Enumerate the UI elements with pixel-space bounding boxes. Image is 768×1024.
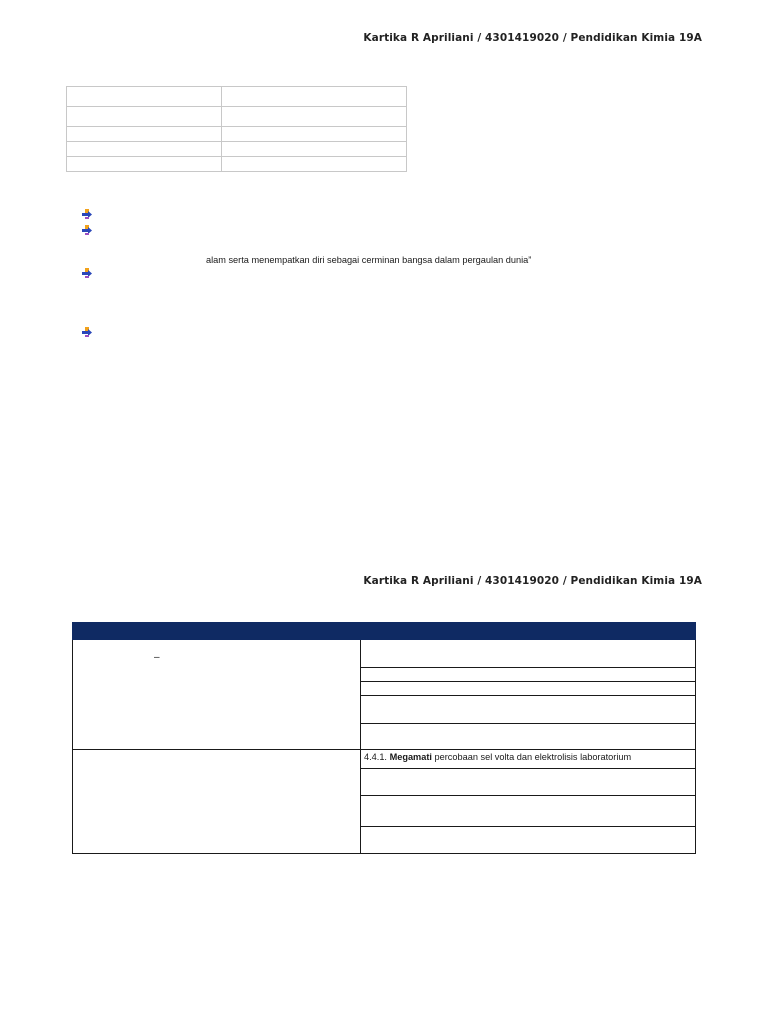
- table-header-cell: [73, 623, 361, 640]
- table-cell: [67, 107, 222, 127]
- table-row: [67, 157, 407, 172]
- competency-table: [72, 622, 696, 854]
- page-header: [363, 32, 702, 44]
- kd-dash: –: [154, 652, 160, 663]
- indicator-cell: [361, 827, 696, 854]
- indicator-cell: [361, 724, 696, 750]
- bullet-arrow-icon: [82, 327, 92, 337]
- indicator-cell: [361, 640, 696, 668]
- table-cell: [67, 87, 222, 107]
- kd-cell: [73, 640, 361, 750]
- indicator-rest: percobaan sel volta dan elektrolisis laboratorium: [434, 752, 632, 762]
- table-cell: [222, 157, 407, 172]
- table-cell: [67, 157, 222, 172]
- indicator-cell: [361, 682, 696, 696]
- bullet-arrow-icon: [82, 225, 92, 235]
- indicator-verb: Megamati: [389, 752, 432, 762]
- table-cell: [67, 142, 222, 157]
- indicator-number: 4.4.1.: [364, 752, 387, 762]
- author-line: Kartika R Apriliani / 4301419020 / Pendidikan Kimia 19A: [363, 32, 702, 44]
- table-cell: [67, 127, 222, 142]
- indicator-cell: [361, 668, 696, 682]
- table-cell: [222, 87, 407, 107]
- bullet-arrow-icon: [82, 209, 92, 219]
- table-cell: [222, 107, 407, 127]
- table-cell: [222, 127, 407, 142]
- table-header-cell: [361, 623, 696, 640]
- table-row: [73, 750, 696, 769]
- table-row: [67, 87, 407, 107]
- page-header: [363, 575, 702, 587]
- indicator-cell: [361, 769, 696, 796]
- table-cell: [222, 142, 407, 157]
- identity-table: [66, 86, 407, 172]
- author-line: Kartika R Apriliani / 4301419020 / Pendidikan Kimia 19A: [363, 575, 702, 587]
- indicator-cell: [361, 696, 696, 724]
- table-row: [73, 640, 696, 668]
- kd-cell: [73, 750, 361, 854]
- bullet-arrow-icon: [82, 268, 92, 278]
- continuation-text: alam serta menempatkan diri sebagai cerminan bangsa dalam pergaulan dunia”: [206, 255, 532, 265]
- indicator-cell: [361, 750, 696, 769]
- table-row: [67, 142, 407, 157]
- table-header-row: [73, 623, 696, 640]
- table-row: [67, 107, 407, 127]
- indicator-cell: [361, 796, 696, 827]
- table-row: [67, 127, 407, 142]
